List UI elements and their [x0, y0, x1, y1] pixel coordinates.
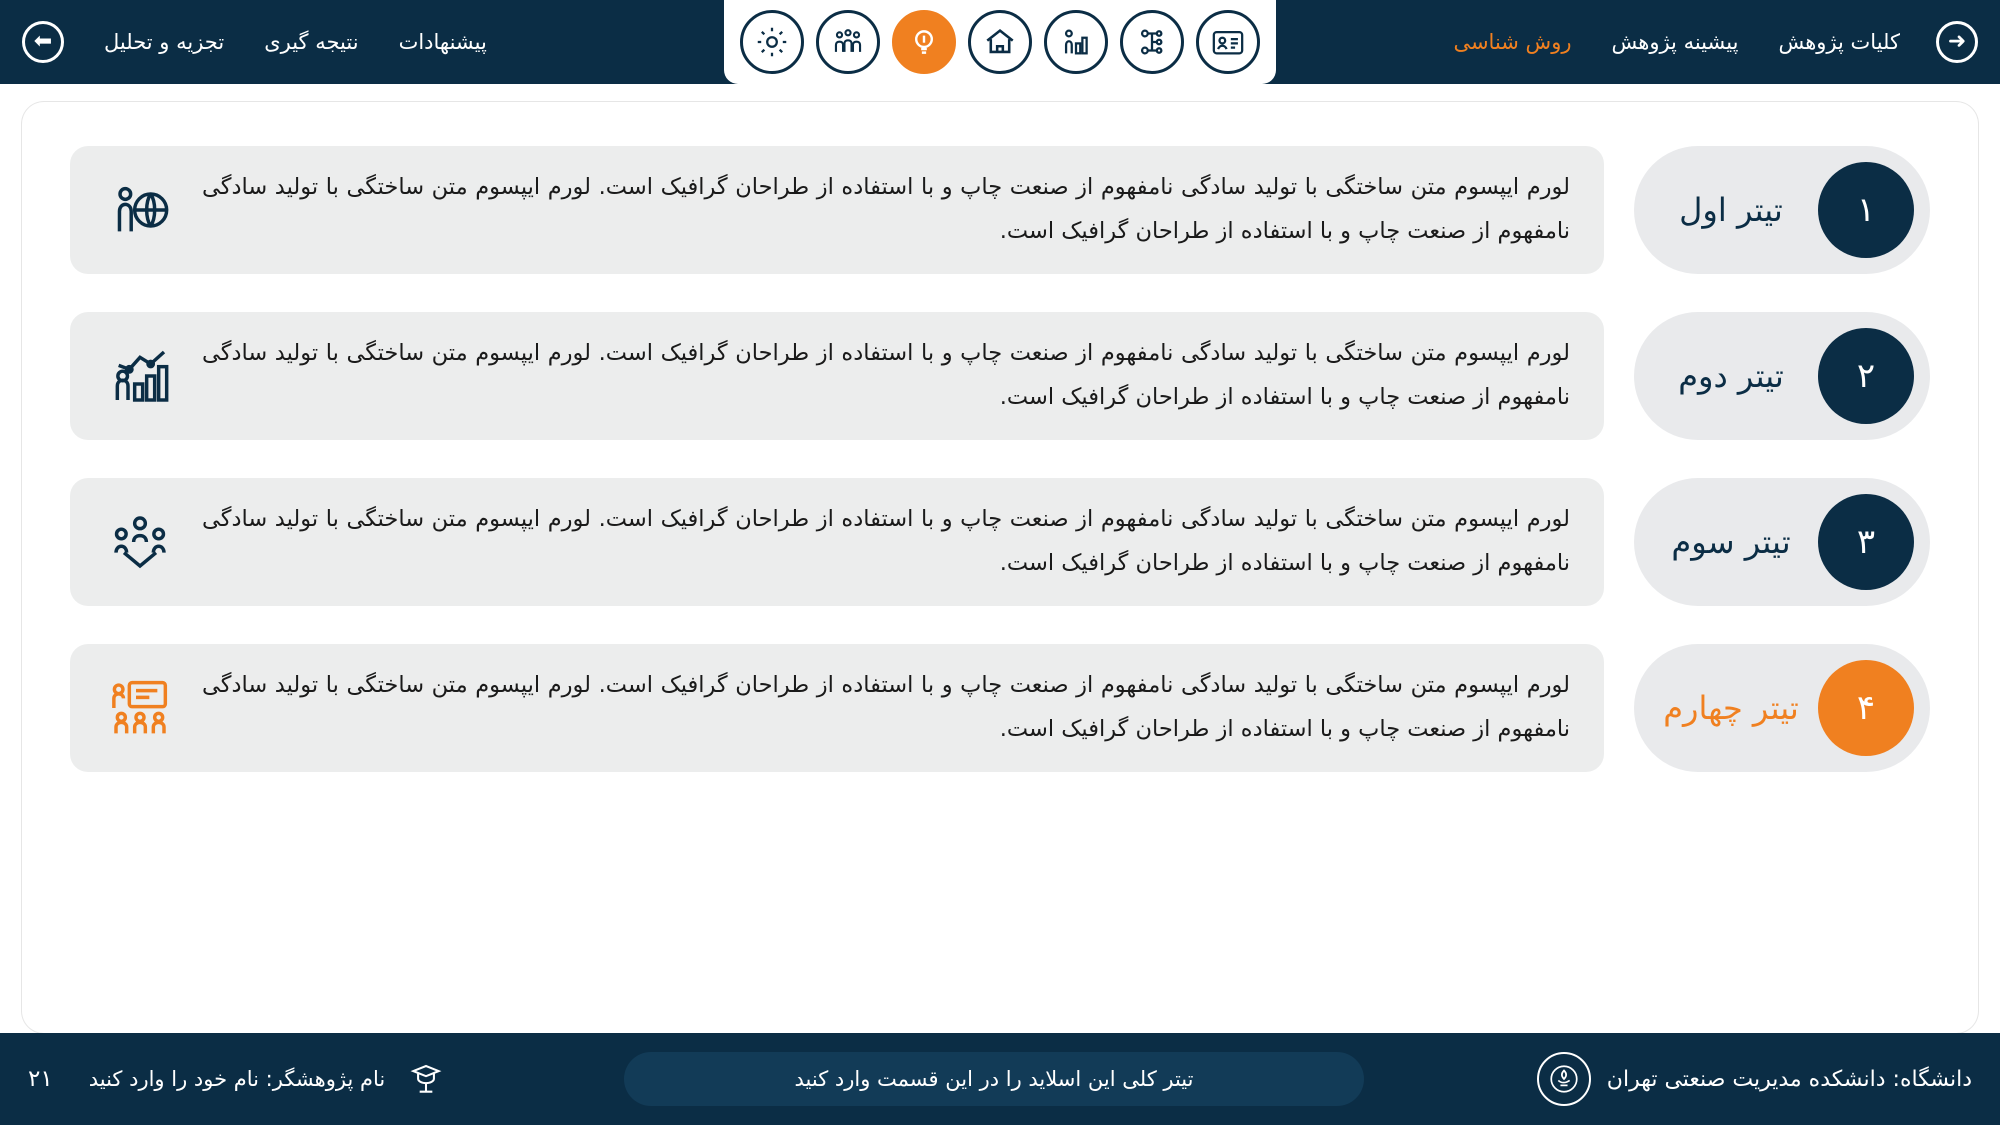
footer-university-group	[1537, 1052, 1972, 1106]
next-slide-button[interactable]: ➜	[1936, 21, 1978, 63]
footer-bar	[0, 1033, 2000, 1125]
home-icon	[983, 25, 1017, 59]
row-title: تیتر سوم	[1671, 523, 1791, 561]
group-people-icon	[831, 25, 865, 59]
row-body-text: لورم ایپسوم متن ساختگی با تولید سادگی نامفهوم از صنعت چاپ و با استفاده از طراحان گرافیک است. لورم ایپسوم متن ساختگی با تولید سادگی نامفهوم از صنعت چاپ و با استفاده از طراحان گرافیک است.	[202, 340, 1570, 410]
idea-bulb-icon	[907, 25, 941, 59]
row-label-pill[interactable]	[1634, 312, 1930, 440]
university-seal-icon	[1537, 1052, 1591, 1106]
id-card-icon-button[interactable]	[1196, 10, 1260, 74]
nav-right-group	[1453, 21, 1978, 63]
idea-bulb-icon-button[interactable]	[892, 10, 956, 74]
content-row	[70, 478, 1930, 606]
org-chart-icon-button[interactable]	[1120, 10, 1184, 74]
nav-left-group	[22, 21, 487, 63]
previous-slide-button[interactable]: ⬅	[22, 21, 64, 63]
page-number: ۲۱	[28, 1066, 53, 1092]
university-name: دانشگاه: دانشکده مدیریت صنعتی تهران	[1606, 1066, 1972, 1092]
person-chart-icon	[1059, 25, 1093, 59]
person-bargraph-icon	[98, 344, 182, 408]
row-number-badge: ۴	[1818, 660, 1914, 756]
nav-item-natije-giri[interactable]: نتیجه گیری	[264, 30, 359, 54]
group-people-icon-button[interactable]	[816, 10, 880, 74]
row-title: تیتر دوم	[1678, 357, 1784, 395]
row-body-text: لورم ایپسوم متن ساختگی با تولید سادگی نامفهوم از صنعت چاپ و با استفاده از طراحان گرافیک است. لورم ایپسوم متن ساختگی با تولید سادگی نامفهوم از صنعت چاپ و با استفاده از طراحان گرافیک است.	[202, 672, 1570, 742]
teamwork-icon	[98, 510, 182, 574]
row-content-box[interactable]	[70, 478, 1604, 606]
nav-links-right	[1453, 30, 1900, 54]
row-number-badge: ۱	[1818, 162, 1914, 258]
row-content-box[interactable]	[70, 312, 1604, 440]
id-card-icon	[1211, 25, 1245, 59]
row-body-text: لورم ایپسوم متن ساختگی با تولید سادگی نامفهوم از صنعت چاپ و با استفاده از طراحان گرافیک است. لورم ایپسوم متن ساختگی با تولید سادگی نامفهوم از صنعت چاپ و با استفاده از طراحان گرافیک است.	[202, 506, 1570, 576]
presentation-audience-icon	[98, 676, 182, 740]
person-globe-icon	[98, 178, 182, 242]
row-label-pill[interactable]	[1634, 478, 1930, 606]
slide-title-input[interactable]: تیتر کلی این اسلاید را در این قسمت وارد کنید	[624, 1052, 1364, 1106]
researcher-name: نام پژوهشگر: نام خود را وارد کنید	[88, 1067, 386, 1091]
nav-item-kolliyat[interactable]: کلیات پژوهش	[1778, 30, 1900, 54]
footer-researcher-group	[28, 1054, 451, 1104]
person-chart-icon-button[interactable]	[1044, 10, 1108, 74]
nav-item-ravesh-shenasi[interactable]: روش شناسی	[1453, 30, 1572, 54]
content-board	[22, 102, 1978, 1033]
nav-links-left	[104, 30, 487, 54]
row-number-badge: ۲	[1818, 328, 1914, 424]
row-label-pill[interactable]	[1634, 146, 1930, 274]
gear-settings-icon-button[interactable]	[740, 10, 804, 74]
nav-item-pishine[interactable]: پیشینه پژوهش	[1611, 30, 1739, 54]
row-number-badge: ۳	[1818, 494, 1914, 590]
researcher-icon	[401, 1054, 451, 1104]
nav-item-pishnahadat[interactable]: پیشنهادات	[398, 30, 487, 54]
row-body-text: لورم ایپسوم متن ساختگی با تولید سادگی نامفهوم از صنعت چاپ و با استفاده از طراحان گرافیک است. لورم ایپسوم متن ساختگی با تولید سادگی نامفهوم از صنعت چاپ و با استفاده از طراحان گرافیک است.	[202, 174, 1570, 244]
content-row	[70, 312, 1930, 440]
row-label-pill[interactable]	[1634, 644, 1930, 772]
row-title: تیتر چهارم	[1663, 689, 1799, 727]
nav-item-tajzie-tahlil[interactable]: تجزیه و تحلیل	[104, 30, 225, 54]
row-title: تیتر اول	[1679, 191, 1783, 229]
home-icon-button[interactable]	[968, 10, 1032, 74]
content-row	[70, 644, 1930, 772]
top-navigation-bar	[0, 0, 2000, 84]
gear-settings-icon	[754, 24, 790, 60]
org-chart-icon	[1135, 25, 1169, 59]
row-content-box[interactable]	[70, 644, 1604, 772]
section-icon-cluster	[724, 0, 1276, 84]
content-row	[70, 146, 1930, 274]
row-content-box[interactable]	[70, 146, 1604, 274]
